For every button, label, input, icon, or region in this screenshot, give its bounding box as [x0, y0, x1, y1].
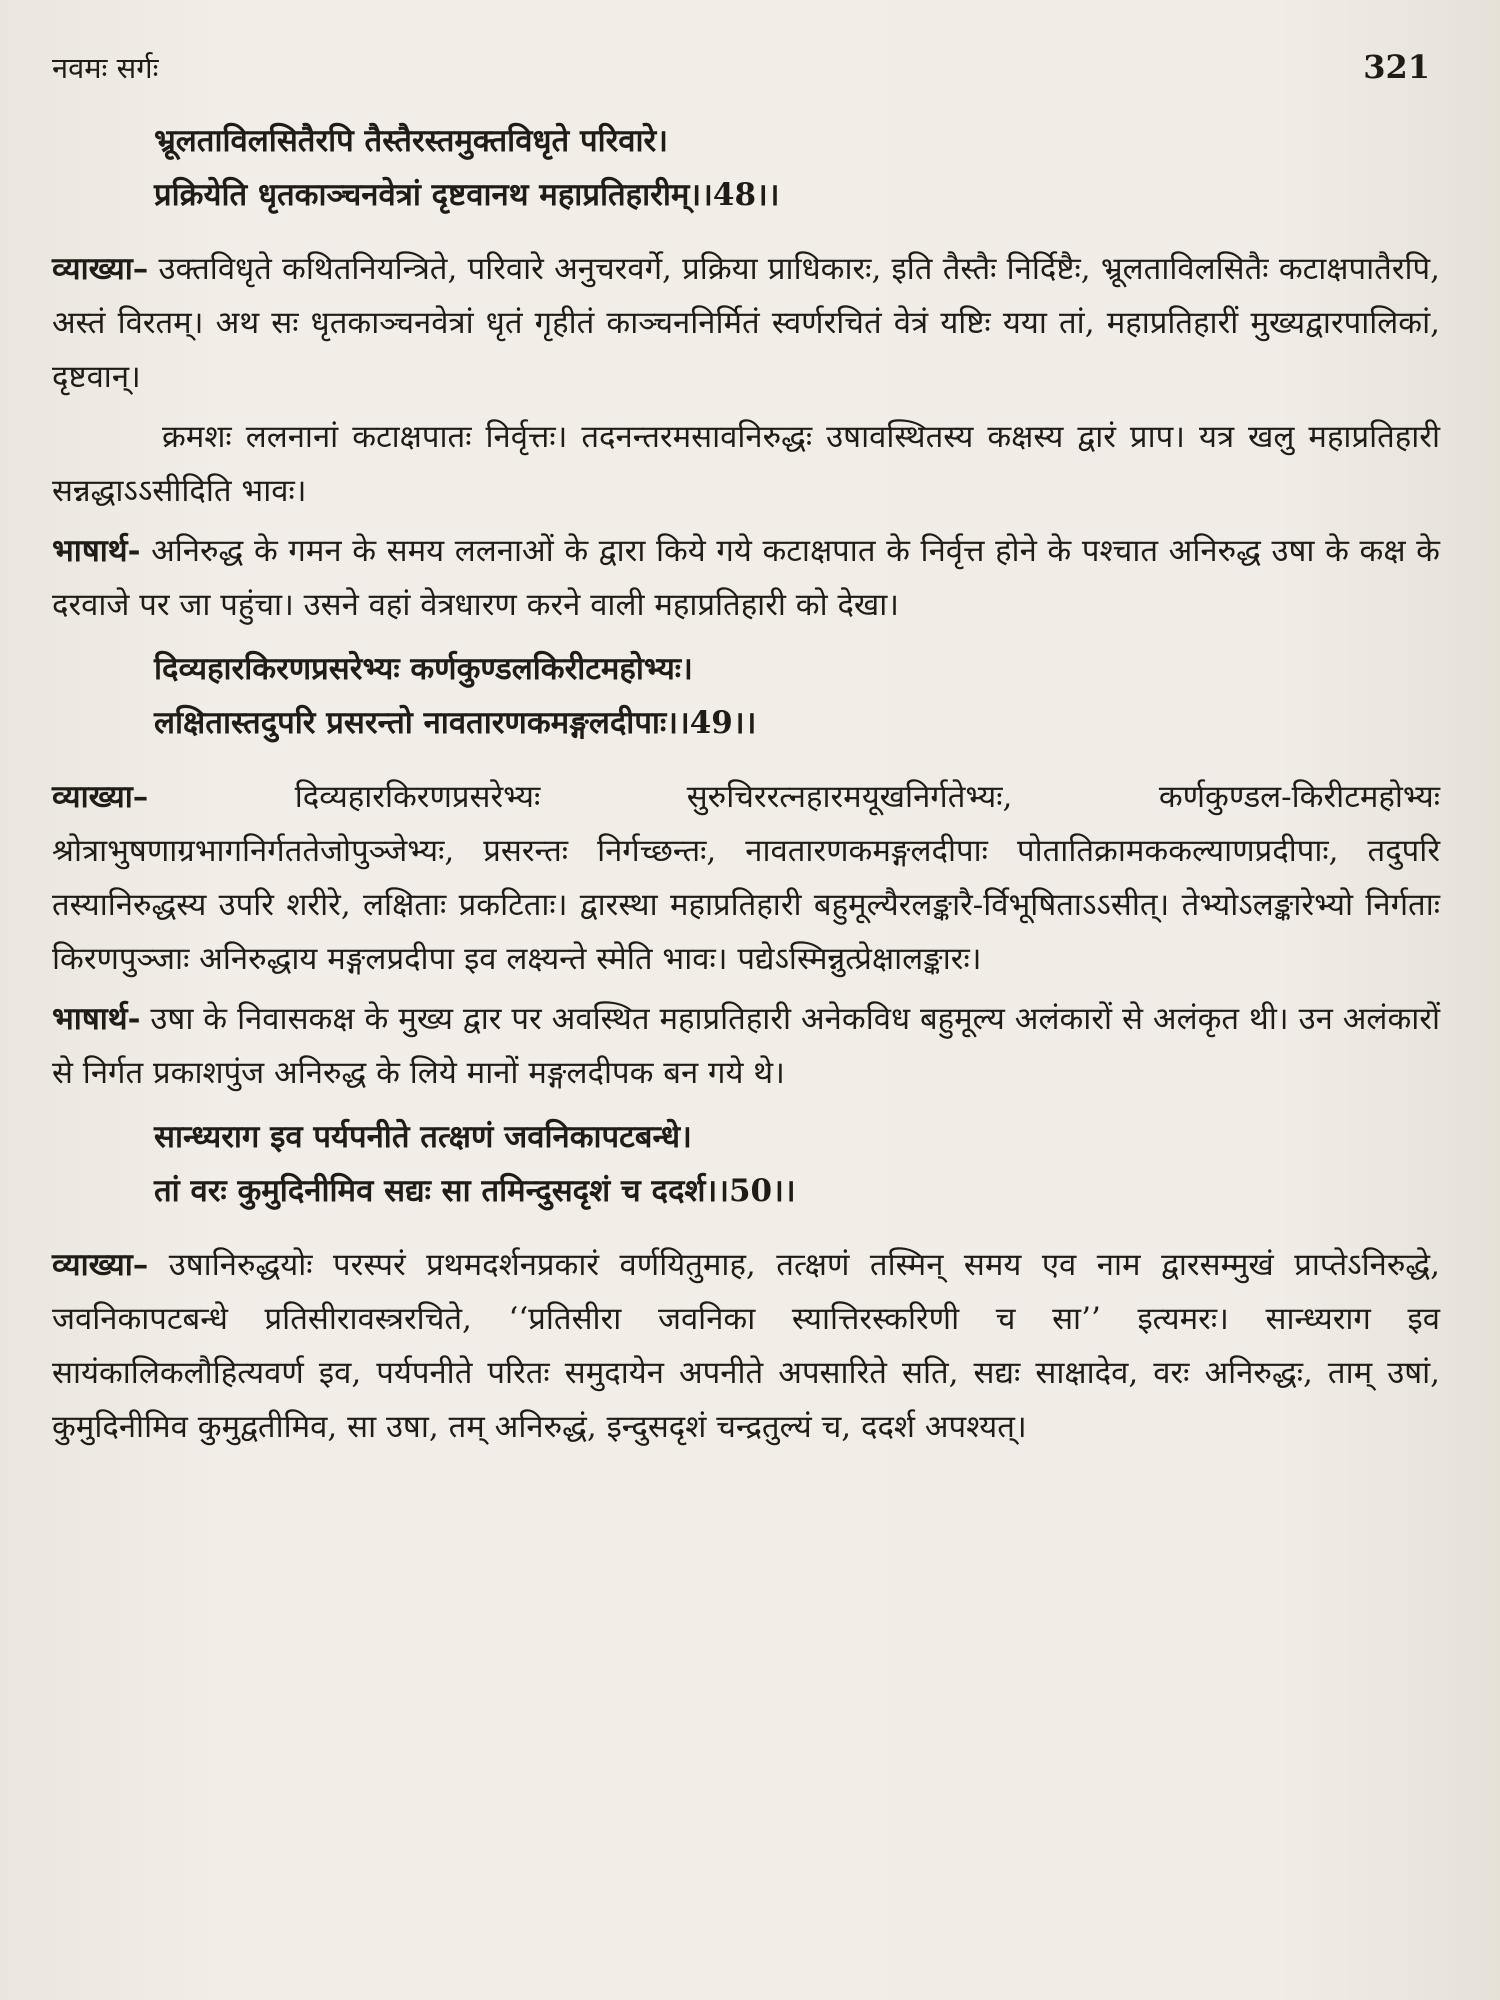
verse-line: सान्ध्यराग इव पर्यपनीते तत्क्षणं जवनिकापटबन्धे। — [154, 1119, 692, 1155]
page-header — [52, 48, 1440, 104]
commentary-text: उषानिरुद्धयोः परस्परं प्रथमदर्शनप्रकारं वर्णयितुमाह, तत्क्षणं तस्मिन् समय एव नाम द्वारसम्मुखं प्राप्तेऽनिरुद्धे, जवनिकापटबन्धे प्रतिसीरावस्त्ररचिते, ‘‘प्रतिसीरा जवनिका स्यात्तिरस्करिणी च सा’’ इत्यमरः। सान्ध्यराग इव सायंकालिकलौहित्यवर्ण इव, पर्यपनीते परितः समुदायेन अपनीते अपसारिते सति, सद्यः साक्षादेव, वरः अनिरुद्धः, ताम् उषां, कुमुदिनीमिव कुमुद्वतीमिव, सा उषा, तम् अनिरुद्धं, इन्दुसदृशं चन्द्रतुल्यं च, ददर्श अपश्यत्। — [52, 1247, 1440, 1445]
commentary-text: उक्तविधृते कथितनियन्त्रिते, परिवारे अनुचरवर्गे, प्रक्रिया प्राधिकारः, इति तैस्तैः निर्दिष्टैः, भ्रूलताविलसितैः कटाक्षपातैरपि, अस्तं विरतम्। अथ सः धृतकाञ्चनवेत्रां धृतं गृहीतं काञ्चननिर्मितं स्वर्णरचितं वेत्रं यष्टिः यया तां, महाप्रतिहारीं मुख्यद्वारपालिकां, दृष्टवान्। — [52, 251, 1440, 395]
commentary-label: व्याख्या– — [52, 251, 149, 287]
translation-label: भाषार्थ- — [52, 1001, 141, 1037]
commentary-label: व्याख्या– — [52, 779, 149, 815]
commentary-vyakhya-49 — [52, 770, 1440, 986]
verse-line: भ्रूलताविलसितैरपि तैस्तैरस्तमुक्तविधृते परिवारे। — [154, 123, 668, 159]
verse-line: प्रक्रियेति धृतकाञ्चनवेत्रां दृष्टवानथ महाप्रतिहारीम्।।48।। — [154, 177, 780, 213]
translation-text: उषा के निवासकक्ष के मुख्य द्वार पर अवस्थित महाप्रतिहारी अनेकविध बहुमूल्य अलंकारों से अलंकृत थी। उन अलंकारों से निर्गत प्रकाशपुंज अनिरुद्ध के लिये मानों मङ्गलदीपक बन गये थे। — [52, 1001, 1440, 1091]
verse-line: दिव्यहारकिरणप्रसरेभ्यः कर्णकुण्डलकिरीटमहोभ्यः। — [154, 651, 693, 687]
translation-bhasharth-49 — [52, 992, 1440, 1100]
verse-49 — [52, 642, 1440, 750]
commentary-vyakhya-48 — [52, 242, 1440, 404]
verse-line: तां वरः कुमुदिनीमिव सद्यः सा तमिन्दुसदृशं च ददर्श।।50।। — [154, 1173, 796, 1209]
commentary-vyakhya-50 — [52, 1238, 1440, 1454]
chapter-title: नवमः सर्गः — [52, 51, 159, 85]
verse-line: लक्षितास्तदुपरि प्रसरन्तो नावतारणकमङ्गलदीपाः।।49।। — [154, 705, 757, 741]
verse-48 — [52, 114, 1440, 222]
translation-text: अनिरुद्ध के गमन के समय ललनाओं के द्वारा किये गये कटाक्षपात के निर्वृत्त होने के पश्चात अनिरुद्ध उषा के कक्ष के दरवाजे पर जा पहुंचा। उसने वहां वेत्रधारण करने वाली महाप्रतिहारी को देखा। — [52, 533, 1440, 623]
verse-50 — [52, 1110, 1440, 1218]
page-number: 321 — [1363, 48, 1430, 86]
commentary-label: व्याख्या– — [52, 1247, 149, 1283]
commentary-vyakhya-48-continued — [52, 410, 1440, 518]
translation-label: भाषार्थ- — [52, 533, 141, 569]
commentary-text: दिव्यहारकिरणप्रसरेभ्यः सुरुचिररत्नहारमयूखनिर्गतेभ्यः, कर्णकुण्डल-किरीटमहोभ्यः श्रोत्राभुषणाग्रभागनिर्गततेजोपुञ्जेभ्यः, प्रसरन्तः निर्गच्छन्तः, नावतारणकमङ्गलदीपाः पोतातिक्रामककल्याणप्रदीपाः, तदुपरि तस्यानिरुद्धस्य उपरि शरीरे, लक्षिताः प्रकटिताः। द्वारस्था महाप्रतिहारी बहुमूल्यैरलङ्कारै-र्विभूषिताऽऽसीत्। तेभ्योऽलङ्कारेभ्यो निर्गताः किरणपुञ्जाः अनिरुद्धाय मङ्गलप्रदीपा इव लक्ष्यन्ते स्मेति भावः। पद्येऽस्मिन्नुत्प्रेक्षालङ्कारः। — [52, 779, 1440, 977]
translation-bhasharth-48 — [52, 524, 1440, 632]
commentary-text: क्रमशः ललनानां कटाक्षपातः निर्वृत्तः। तदनन्तरमसावनिरुद्धः उषावस्थितस्य कक्षस्य द्वारं प्राप। यत्र खलु महाप्रतिहारी सन्नद्धाऽऽसीदिति भावः। — [52, 419, 1440, 509]
